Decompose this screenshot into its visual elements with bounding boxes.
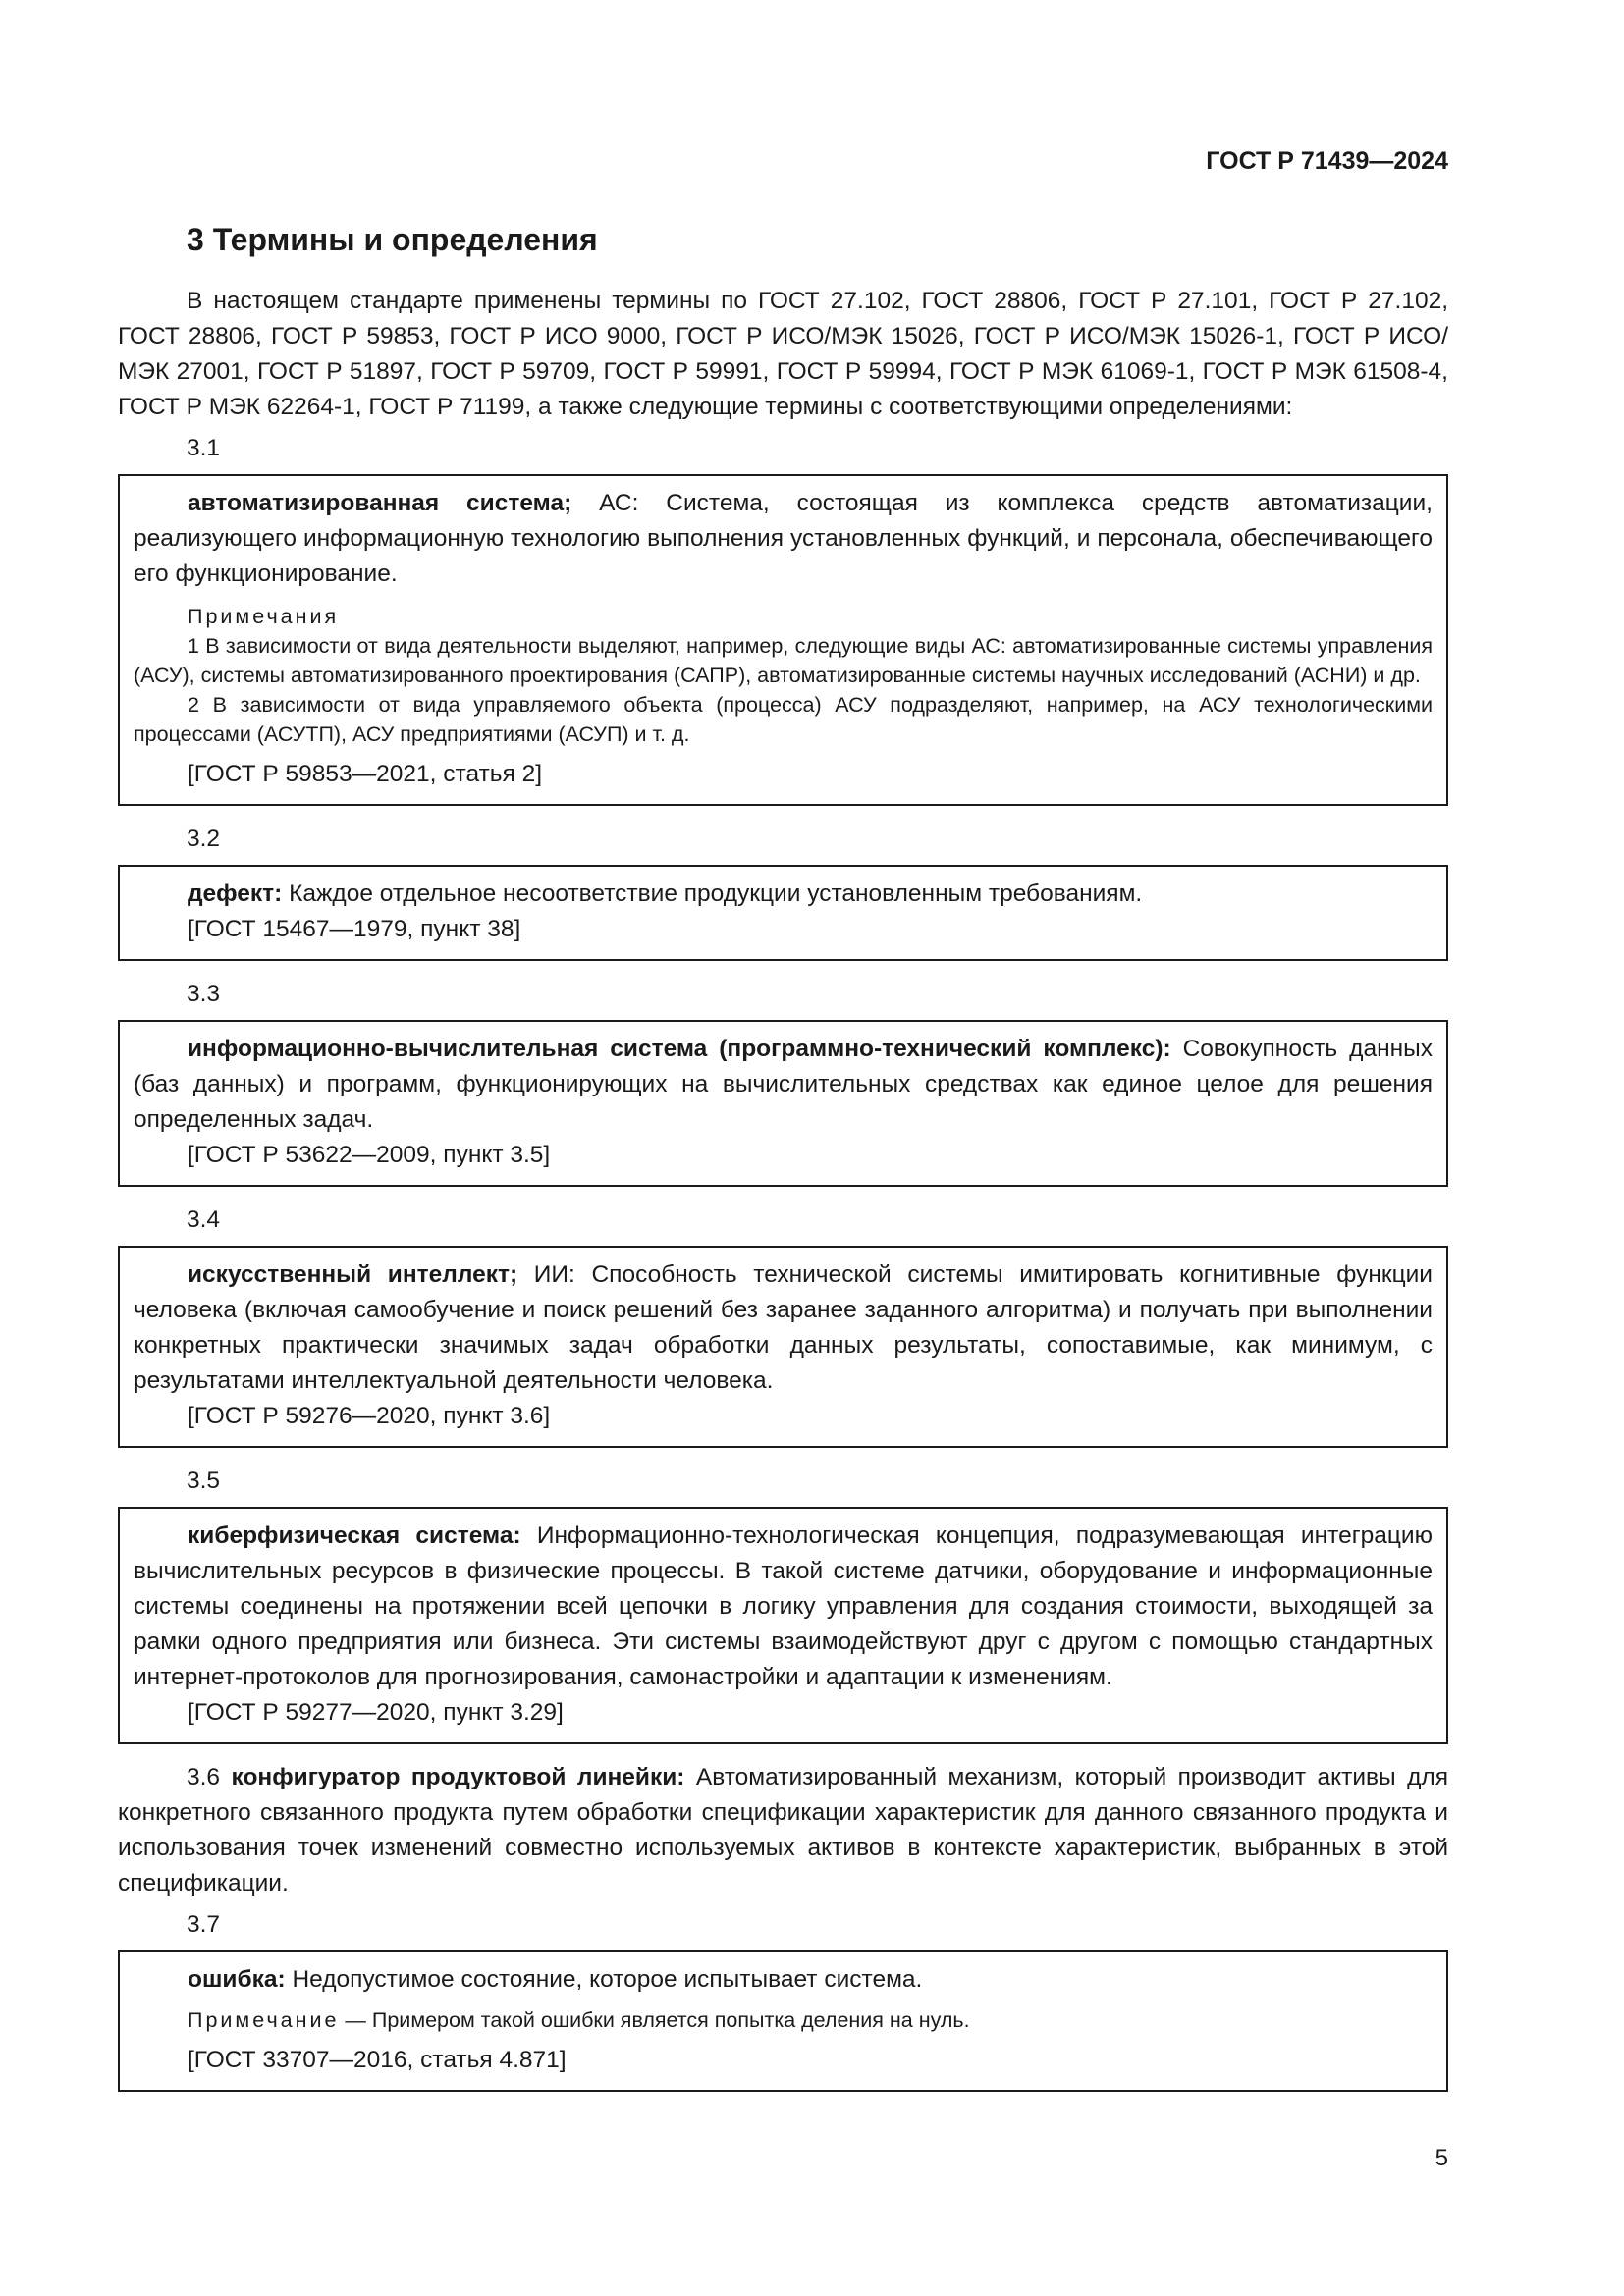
term-number: 3.2 — [187, 826, 221, 853]
term-number: 3.1 — [187, 435, 221, 462]
document-code: ГОСТ Р 71439—2024 — [1206, 147, 1448, 175]
notes-heading: Примечания — [188, 605, 340, 629]
term-definition-text: Недопустимое состояние, которое испытывает система. — [285, 1966, 923, 1994]
page-number: 5 — [1435, 2145, 1448, 2171]
term-name: ошибка: — [188, 1966, 286, 1994]
term-definition-text: Информационно-технологическая концепция, подразумевающая интеграцию вычислительных ресурсов в физические процессы. В такой системе датчики, оборудование и информационные системы соединены на протяжении всей цепочки в логику управления для создания стоимости, выходящей за рамки одного предприятия или бизнеса. Эти системы взаимодействуют друг с другом с помощью стандартных интернет-протоколов для прогнозирования, самонастройки и адаптации к изменениям. — [134, 1522, 1433, 1691]
term-number: 3.3 — [187, 981, 221, 1008]
term-definition-text: АС: Система, состоящая из комплекса средств автоматизации, реализующего информационную технологию выполнения установленных функций, и персонала, обеспечивающего его функционирование. — [134, 490, 1433, 588]
term-definition — [134, 877, 1433, 912]
section-intro: В настоящем стандарте применены термины по ГОСТ 27.102, ГОСТ 28806, ГОСТ Р 27.101, ГОСТ Р 27.102, ГОСТ 28806, ГОСТ Р 59853, ГОСТ Р ИСО 9000, ГОСТ Р ИСО/МЭК 15026, ГОСТ Р ИСО/МЭК 15026-1, ГОСТ Р ИСО/МЭК 27001, ГОСТ Р 51897, ГОСТ Р 59709, ГОСТ Р 59991, ГОСТ Р 59994, ГОСТ Р МЭК 61069-1, ГОСТ Р МЭК 61508-4, ГОСТ Р МЭК 62264-1, ГОСТ Р 71199, а также следующие термины с соответствующими определениями: — [118, 288, 1448, 421]
note — [134, 2005, 1433, 2035]
term-definition — [134, 1257, 1433, 1399]
term-box-defect — [118, 865, 1448, 961]
term-definition — [134, 1032, 1433, 1138]
term-name: искусственный интеллект; — [188, 1261, 518, 1289]
term-box-artificial-intelligence — [118, 1246, 1448, 1448]
term-number: 3.5 — [187, 1468, 221, 1495]
term-source: [ГОСТ Р 59277—2020, пункт 3.29] — [188, 1699, 564, 1727]
term-name: дефект: — [188, 881, 283, 908]
term-number: 3.6 — [187, 1764, 221, 1791]
term-number: 3.4 — [187, 1206, 221, 1234]
term-name: информационно-вычислительная система (программно-технический комплекс): — [188, 1036, 1171, 1063]
term-box-automated-system — [118, 474, 1448, 806]
note-2: 2 В зависимости от вида управляемого объекта (процесса) АСУ подразделяют, например, на АСУ технологическими процессами (АСУТП), АСУ предприятиями (АСУП) и т. д. — [134, 693, 1433, 747]
term-definition-text: Совокупность данных (баз данных) и программ, функционирующих на вычислительных средствах как единое целое для решения определенных задач. — [134, 1036, 1433, 1134]
term-definition — [134, 1519, 1433, 1695]
note-1: 1 В зависимости от вида деятельности выделяют, например, следующие виды АС: автоматизированные системы управления (АСУ), системы автоматизированного проектирования (САПР), автоматизированные системы научных исследований (АСНИ) и др. — [134, 634, 1433, 688]
term-source: [ГОСТ Р 53622—2009, пункт 3.5] — [188, 1142, 551, 1169]
term-definition — [134, 1962, 1433, 1998]
section-title: 3 Термины и определения — [187, 222, 598, 257]
term-definition-text: Каждое отдельное несоответствие продукции установленным требованиям. — [282, 881, 1143, 908]
term-source: [ГОСТ 15467—1979, пункт 38] — [188, 916, 521, 943]
term-name: конфигуратор продуктовой линейки: — [231, 1764, 685, 1791]
term-source: [ГОСТ 33707—2016, статья 4.871] — [188, 2047, 567, 2074]
note-label: Примечание — [188, 2008, 340, 2033]
term-box-information-system — [118, 1020, 1448, 1187]
term-definition-text: ИИ: Способность технической системы имитировать когнитивные функции человека (включая самообучение и поиск решений без заранее заданного алгоритма) и получать при выполнении конкретных практически значимых задач обработки данных результаты, сопоставимые, как минимум, с результатами интеллектуальной деятельности человека. — [134, 1261, 1433, 1395]
term-product-line-configurator — [118, 1760, 1448, 1901]
term-name: киберфизическая система: — [188, 1522, 521, 1550]
term-box-cyber-physical-system — [118, 1507, 1448, 1744]
term-source: [ГОСТ Р 59276—2020, пункт 3.6] — [188, 1403, 551, 1430]
term-number: 3.7 — [187, 1911, 221, 1939]
page-content — [118, 221, 1448, 2108]
term-name: автоматизированная система; — [188, 490, 572, 517]
term-source: [ГОСТ Р 59853—2021, статья 2] — [188, 761, 543, 788]
term-definition — [134, 486, 1433, 592]
note-text: — Примером такой ошибки является попытка деления на нуль. — [339, 2008, 970, 2033]
term-box-error — [118, 1950, 1448, 2092]
term-definition-text: Автоматизированный механизм, который производит активы для конкретного связанного продукта путем обработки спецификации характеристик для данного связанного продукта и использования точек изменений совместно используемых активов в контексте характеристик, выбранных в этой спецификации. — [118, 1764, 1448, 1897]
